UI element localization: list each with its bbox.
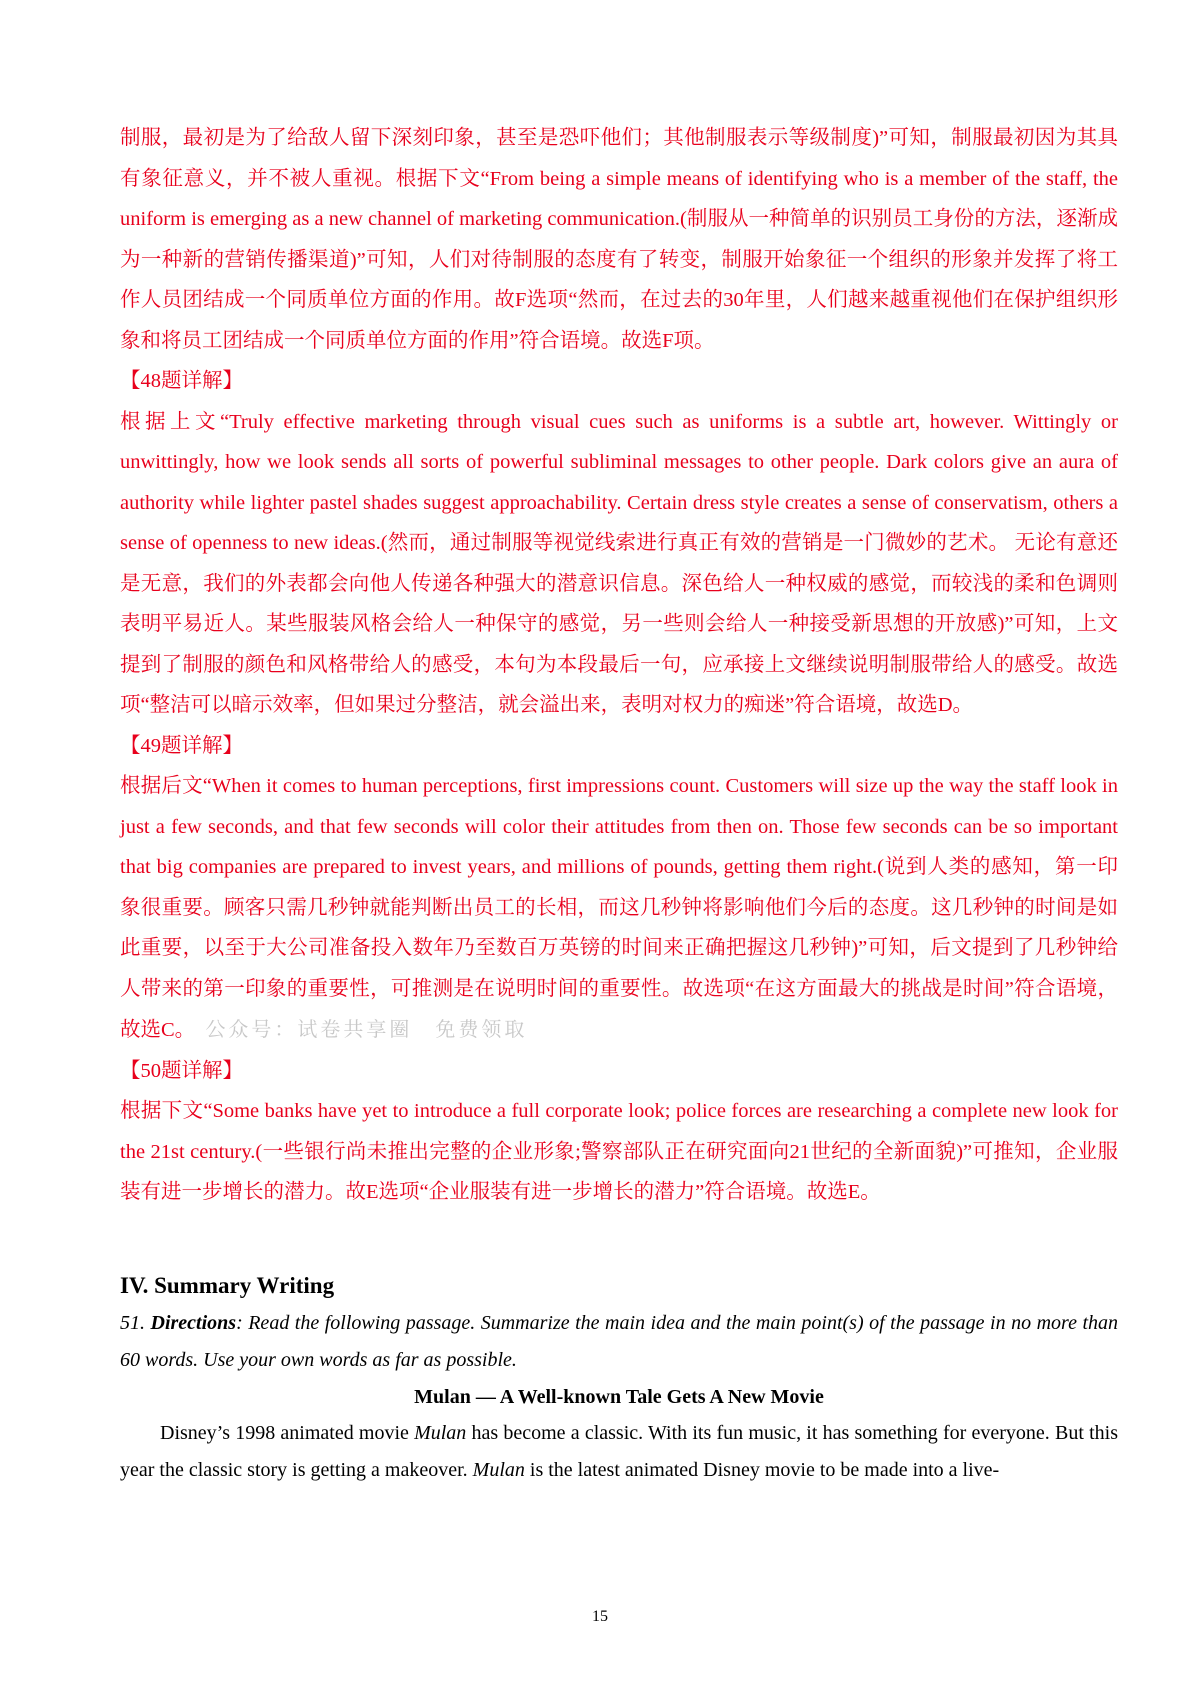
movie-title-1: Mulan — [414, 1421, 467, 1444]
page-number: 15 — [592, 1608, 608, 1625]
directions-number: 51. — [120, 1311, 145, 1334]
article-body-part-1: Disney’s 1998 animated movie — [160, 1421, 415, 1444]
explanation-paragraph-49 — [120, 766, 1118, 1051]
article-body — [120, 1415, 1118, 1489]
watermark-text: 公众号：试卷共享圈 免费领取 — [205, 1017, 528, 1041]
directions — [120, 1305, 1118, 1379]
movie-title-2: Mulan — [472, 1458, 525, 1481]
explanation-paragraph-50: 根据下文“Some banks have yet to introduce a full corporate look; police forces are researching a complete new look for the 21st century.(一些银行尚未推出完整的企业形象;警察部队正在研究面向21世纪的全新面貌)”可推知，企业服装有进一步增长的潜力。故E选项“企业服装有进一步增长的潜力”符合语境。故选E。 — [120, 1100, 1118, 1203]
explanation-paragraph-47: 制服，最初是为了给敌人留下深刻印象，甚至是恐吓他们；其他制服表示等级制度)”可知，制服最初因为其具有象征意义，并不被人重视。根据下文“From being a simple means of identifying who is a member of the staff, the uniform is emerging as a new channel of marketing communication.(制服从一种简单的识别员工身份的方法，逐渐成为一种新的营销传播渠道)”可知，人们对待制服的态度有了转变，制服开始象征一个组织的形象并发挥了将工作人员团结成一个同质单位方面的作用。故F选项“然而，在过去的30年里，人们越来越重视他们在保护组织形象和将员工团结成一个同质单位方面的作用”符合语境。故选F项。 — [120, 127, 1118, 352]
directions-text: : Read the following passage. Summarize the main idea and the main point(s) of the passage in no more than 60 words. Use your own words as far as possible. — [120, 1311, 1118, 1371]
question-48-heading: 【48题详解】 — [120, 370, 243, 392]
article-title: Mulan — A Well-known Tale Gets A New Movie — [414, 1385, 824, 1408]
article-body-part-3: is the latest animated Disney movie to be made into a live- — [524, 1458, 1000, 1481]
section-title: IV. Summary Writing — [120, 1272, 335, 1298]
question-50-heading: 【50题详解】 — [120, 1059, 243, 1082]
directions-label: Directions — [150, 1311, 237, 1334]
explanation-49-text: 根据后文“When it comes to human perceptions, first impressions count. Customers will size up the way the staff look in just a few seconds, and that few seconds will color their attitudes from then on. Those few seconds can be so important that big companies are prepared to invest years, and millions of pounds, getting them right.(说到人类的感知，第一印象很重要。顾客只需几秒钟就能判断出员工的长相，而这几秒钟将影响他们今后的态度。这几秒钟的时间是如此重要，以至于大公司准备投入数年乃至数百万英镑的时间来正确把握这几秒钟)”可知，后文提到了几秒钟给人带来的第一印象的重要性，可推测是在说明时间的重要性。故选项“在这方面最大的挑战是时间”符合语境，故选C。 — [120, 775, 1118, 1041]
explanation-paragraph-48: 根据上文“Truly effective marketing through visual cues such as uniforms is a subtle art, however. Wittingly or unwittingly, how we look sends all sorts of powerful subliminal messages to other people. Dark colors give an aura of authority while lighter pastel shades suggest approachability. Certain dress style creates a sense of conservatism, others a sense of openness to new ideas.(然而，通过制服等视觉线索进行真正有效的营销是一门微妙的艺术。 无论有意还是无意，我们的外表都会向他人传递各种强大的潜意识信息。深色给人一种权威的感觉，而较浅的柔和色调则表明平易近人。某些服装风格会给人一种保守的感觉，另一些则会给人一种接受新思想的开放感)”可知，上文提到了制服的颜色和风格带给人的感受，本句为本段最后一句，应承接上文继续说明制服带给人的感受。故选项“整洁可以暗示效率，但如果过分整洁，就会溢出来，表明对权力的痴迷”符合语境，故选D。 — [120, 410, 1118, 716]
page-content — [120, 118, 1118, 1489]
question-49-heading: 【49题详解】 — [120, 734, 243, 757]
article-body-part-2: has become a classic. With its fun music, it has something for everyone. But this year the classic story is getting a makeover. — [120, 1421, 1118, 1481]
